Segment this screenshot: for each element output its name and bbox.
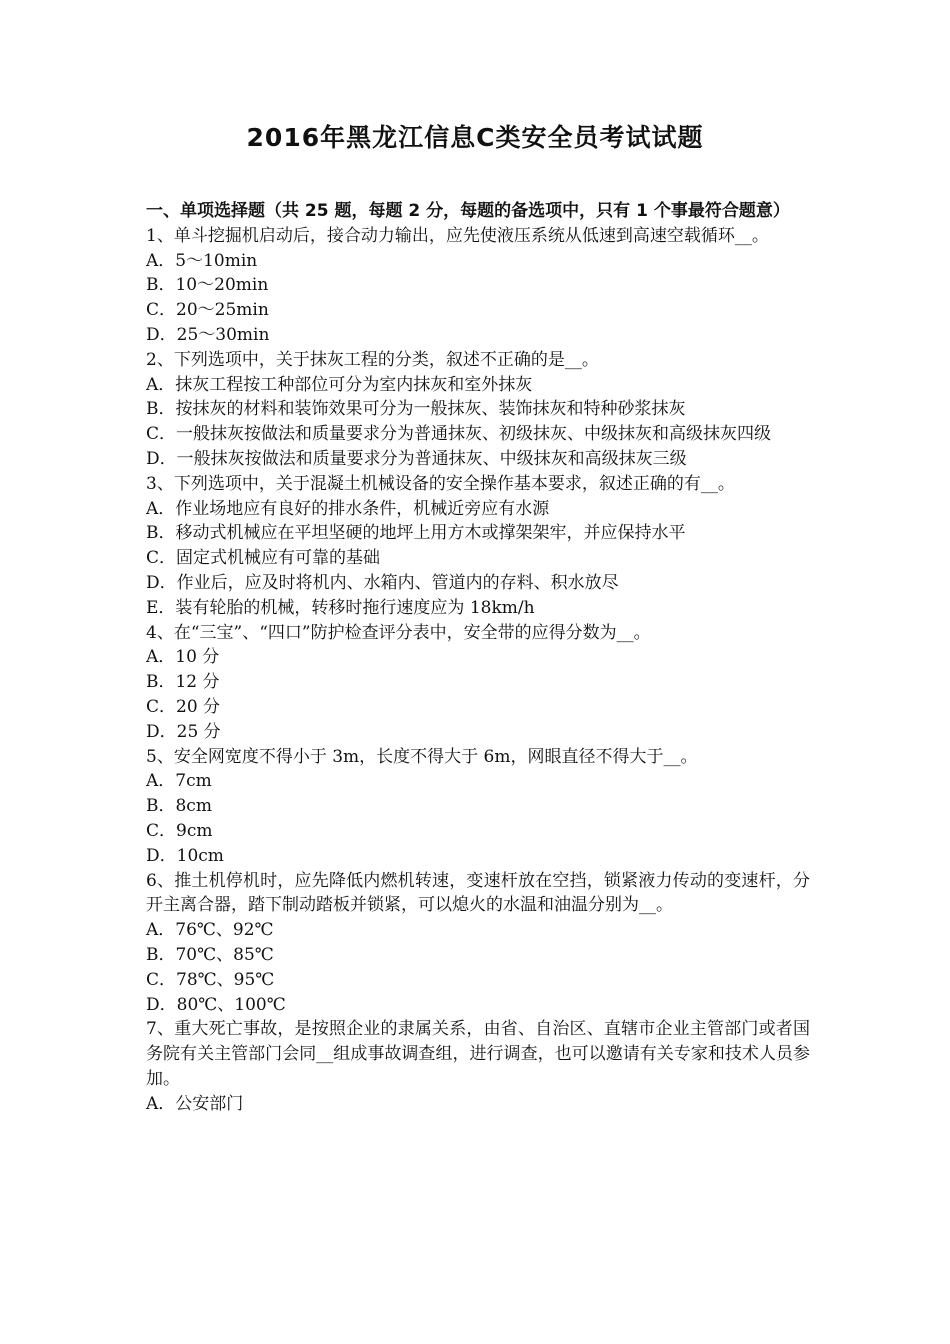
question-stem: 3、下列选项中，关于混凝土机械设备的安全操作基本要求，叙述正确的有__。: [146, 473, 735, 494]
answer-option: B．移动式机械应在平坦坚硬的地坪上用方木或撑架架牢，并应保持水平: [146, 523, 686, 544]
document-title: 2016年黑龙江信息C类安全员考试试题: [246, 123, 704, 152]
answer-option: C．固定式机械应有可靠的基础: [146, 548, 381, 569]
question-stem: 2、下列选项中，关于抹灰工程的分类，叙述不正确的是__。: [146, 349, 599, 370]
section-heading: 一、单项选择题（共 25 题，每题 2 分，每题的备选项中，只有 1 个事最符合题意）: [146, 201, 790, 221]
answer-option: A．作业场地应有良好的排水条件，机械近旁应有水源: [146, 498, 550, 519]
question: [146, 869, 810, 1018]
answer-option: B．10～20min: [146, 275, 269, 296]
answer-option: A．5～10min: [146, 250, 258, 271]
answer-option: D．25 分: [146, 721, 221, 742]
question: [146, 621, 810, 745]
question: [146, 745, 810, 869]
answer-option: C．20 分: [146, 696, 221, 717]
answer-option: C．一般抹灰按做法和质量要求分为普通抹灰、初级抹灰、中级抹灰和高级抹灰四级: [146, 424, 772, 445]
answer-option: E．装有轮胎的机械，转移时拖行速度应为 18km/h: [146, 597, 535, 618]
question-stem: 5、安全网宽度不得小于 3m，长度不得大于 6m，网眼直径不得大于__。: [146, 746, 698, 767]
question-stem: 4、在“三宝”、“四口”防护检查评分表中，安全带的应得分数为__。: [146, 622, 651, 643]
question: [146, 472, 810, 621]
answer-option: D．10cm: [146, 845, 224, 866]
answer-option: D．80℃、100℃: [146, 994, 286, 1015]
answer-option: D．25～30min: [146, 324, 270, 345]
answer-option: A．7cm: [146, 771, 212, 792]
answer-option: A．10 分: [146, 647, 220, 668]
question: [146, 348, 810, 472]
question: [146, 1017, 810, 1116]
answer-option: B．70℃、85℃: [146, 944, 274, 965]
answer-option: B．按抹灰的材料和装饰效果可分为一般抹灰、装饰抹灰和特种砂浆抹灰: [146, 399, 686, 420]
answer-option: B．8cm: [146, 796, 212, 817]
question-stem: 1、单斗挖掘机启动后，接合动力输出，应先使液压系统从低速到高速空载循环__。: [146, 225, 769, 246]
answer-option: C．78℃、95℃: [146, 969, 275, 990]
answer-option: D．作业后，应及时将机内、水箱内、管道内的存料、积水放尽: [146, 572, 619, 593]
question: [146, 224, 810, 348]
question-stem: 7、重大死亡事故，是按照企业的隶属关系，由省、自治区、直辖市企业主管部门或者国务院有关主管部门会同__组成事故调查组，进行调查，也可以邀请有关专家和技术人员参加。: [146, 1019, 810, 1089]
question-stem: 6、推土机停机时，应先降低内燃机转速，变速杆放在空挡，锁紧液力传动的变速杆，分开主离合器，踏下制动踏板并锁紧，可以熄火的水温和油温分别为__。: [146, 870, 810, 916]
answer-option: C．20～25min: [146, 300, 269, 321]
document-body: [146, 199, 810, 1116]
answer-option: A．76℃、92℃: [146, 920, 274, 941]
answer-option: A．公安部门: [146, 1093, 244, 1114]
answer-option: B．12 分: [146, 672, 220, 693]
answer-option: C．9cm: [146, 820, 213, 841]
answer-option: D．一般抹灰按做法和质量要求分为普通抹灰、中级抹灰和高级抹灰三级: [146, 448, 687, 469]
answer-option: A．抹灰工程按工种部位可分为室内抹灰和室外抹灰: [146, 374, 533, 395]
